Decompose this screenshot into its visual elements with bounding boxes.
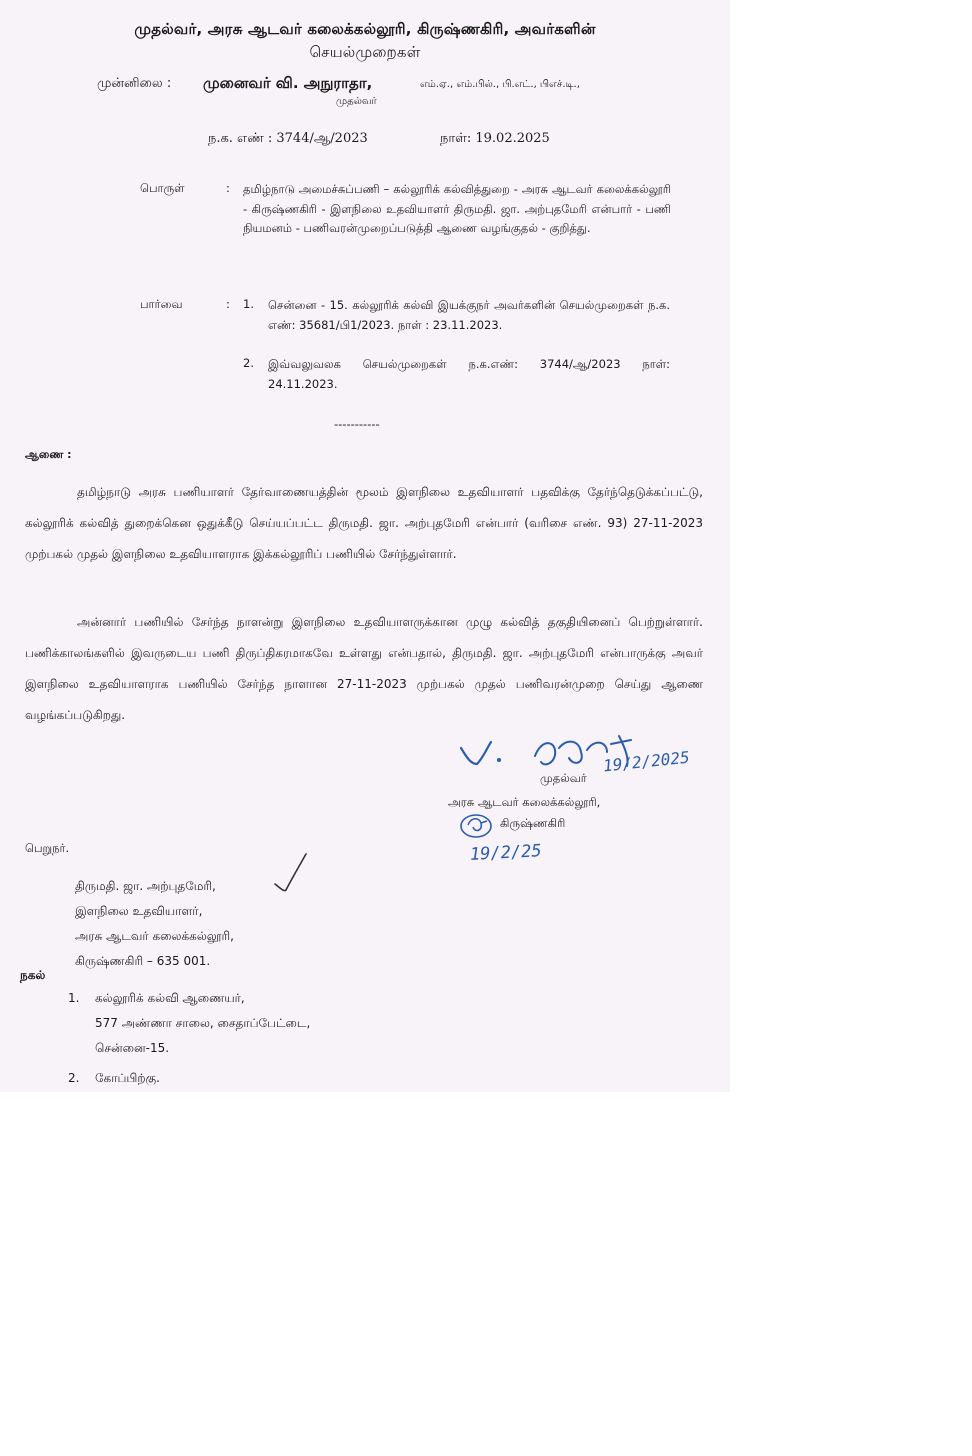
copy-item-1-address [95, 986, 425, 1061]
order-date: நாள்: 19.02.2025 [440, 131, 550, 146]
presence-designation: முதல்வர் [336, 96, 377, 107]
separator-line: ----------- [334, 417, 380, 431]
signature-handwritten-date: 19/2/2025 [602, 747, 691, 776]
copy-item-1-number: 1. [68, 991, 80, 1005]
document-title-line2: செயல்முறைகள் [309, 43, 421, 61]
references-label: பார்வை [140, 297, 183, 311]
references-colon: : [226, 297, 230, 311]
signatory-place: கிருஷ்ணகிரி [500, 816, 566, 830]
recipient-line: கிருஷ்ணகிரி – 635 001. [75, 954, 211, 968]
subject-text: தமிழ்நாடு அமைச்சுப்பணி – கல்லூரிக் கல்வித்துறை - அரசு ஆடவர் கலைக்கல்லூரி - கிருஷ்ணகிரி - இளநிலை உதவியாளர் திருமதி. ஜா. அற்புதமேரி என்பார் - பணி நியமனம் - பணிவரன்முறைப்படுத்தி ஆணை வழங்குதல் - குறித்து. [243, 182, 671, 235]
subject-colon: : [226, 181, 230, 195]
order-label: ஆணை : [25, 448, 72, 461]
recipient-line: அரசு ஆடவர் கலைக்கல்லூரி, [75, 929, 234, 943]
copy-line: 577 அண்ணா சாலை, சைதாப்பேட்டை, [95, 1016, 311, 1030]
presence-degrees: எம்.ஏ., எம்.பில்., பி.எட்., பிஎச்.டி., [420, 79, 580, 90]
recipient-line: திருமதி. ஜா. அற்புதமேரி, [75, 879, 216, 893]
copy-line: கல்லூரிக் கல்வி ஆணையர், [95, 991, 245, 1005]
presence-name: முனைவர் வி. அநுராதா, [203, 74, 373, 92]
reference-item-1-number: 1. [243, 297, 254, 311]
recipient-line: இளநிலை உதவியாளர், [75, 904, 203, 918]
copy-label: நகல் [20, 968, 46, 982]
reference-number: ந.க. எண் : 3744/ஆ/2023 [208, 131, 368, 146]
document-title-line1: முதல்வர், அரசு ஆடவர் கலைக்கல்லூரி, கிருஷ்ணகிரி, அவர்களின் [134, 20, 596, 38]
order-paragraph-2: அன்னார் பணியில் சேர்ந்த நாளன்று இளநிலை உதவியாளருக்கான முழு கல்வித் தகுதியினைப் பெற்றுள்ளார். பணிக்காலங்களில் இவருடைய பணி திருப்திகரமாகவே உள்ளது என்பதால், திருமதி. ஜா. அற்புதமேரி என்பாருக்கு அவர் இளநிலை உதவியாளராக பணியில் சேர்ந்த நாளான 27-11-2023 முற்பகல் முதல் பணிவரன்முறை செய்து ஆணை வழங்கப்படுகிறது. [25, 615, 704, 722]
recipient-label: பெறுநர். [25, 841, 70, 855]
signatory-institution: அரசு ஆடவர் கலைக்கல்லூரி, [448, 795, 601, 809]
initials-seal-icon [457, 811, 497, 841]
reference-item-2-text: இவ்வலுவலக செயல்முறைகள் ந.க.எண்: 3744/ஆ/2023 நாள்: 24.11.2023. [268, 357, 670, 391]
order-paragraph-1: தமிழ்நாடு அரசு பணியாளர் தேர்வாணையத்தின் மூலம் இளநிலை உதவியாளர் பதவிக்கு தேர்ந்தெடுக்கப்பட்டு, கல்லூரிக் கல்வித் துறைக்கென ஒதுக்கீடு செய்யப்பட்ட திருமதி. ஜா. அற்புதமேரி என்பார் (வரிசை எண். 93) 27-11-2023 முற்பகல் முதல் இளநிலை உதவியாளராக இக்கல்லூரிப் பணியில் சேர்ந்துள்ளார். [25, 485, 703, 561]
copy-item-2-text: கோப்பிற்கு. [95, 1071, 160, 1085]
seal-handwritten-date: 19/2/25 [469, 841, 543, 865]
reference-item-1-text: சென்னை - 15. கல்லூரிக் கல்வி இயக்குநர் அவர்களின் செயல்முறைகள் ந.க. எண்: 35681/பி1/2023. நாள் : 23.11.2023. [268, 298, 670, 332]
presence-label: முன்னிலை : [97, 76, 172, 91]
copy-item-2-number: 2. [68, 1071, 80, 1085]
reference-item-2-number: 2. [243, 356, 254, 370]
recipient-address [75, 874, 335, 974]
copy-line: சென்னை-15. [95, 1041, 170, 1055]
signatory-designation: முதல்வர் [540, 771, 587, 785]
subject-label: பொருள் [140, 181, 185, 195]
